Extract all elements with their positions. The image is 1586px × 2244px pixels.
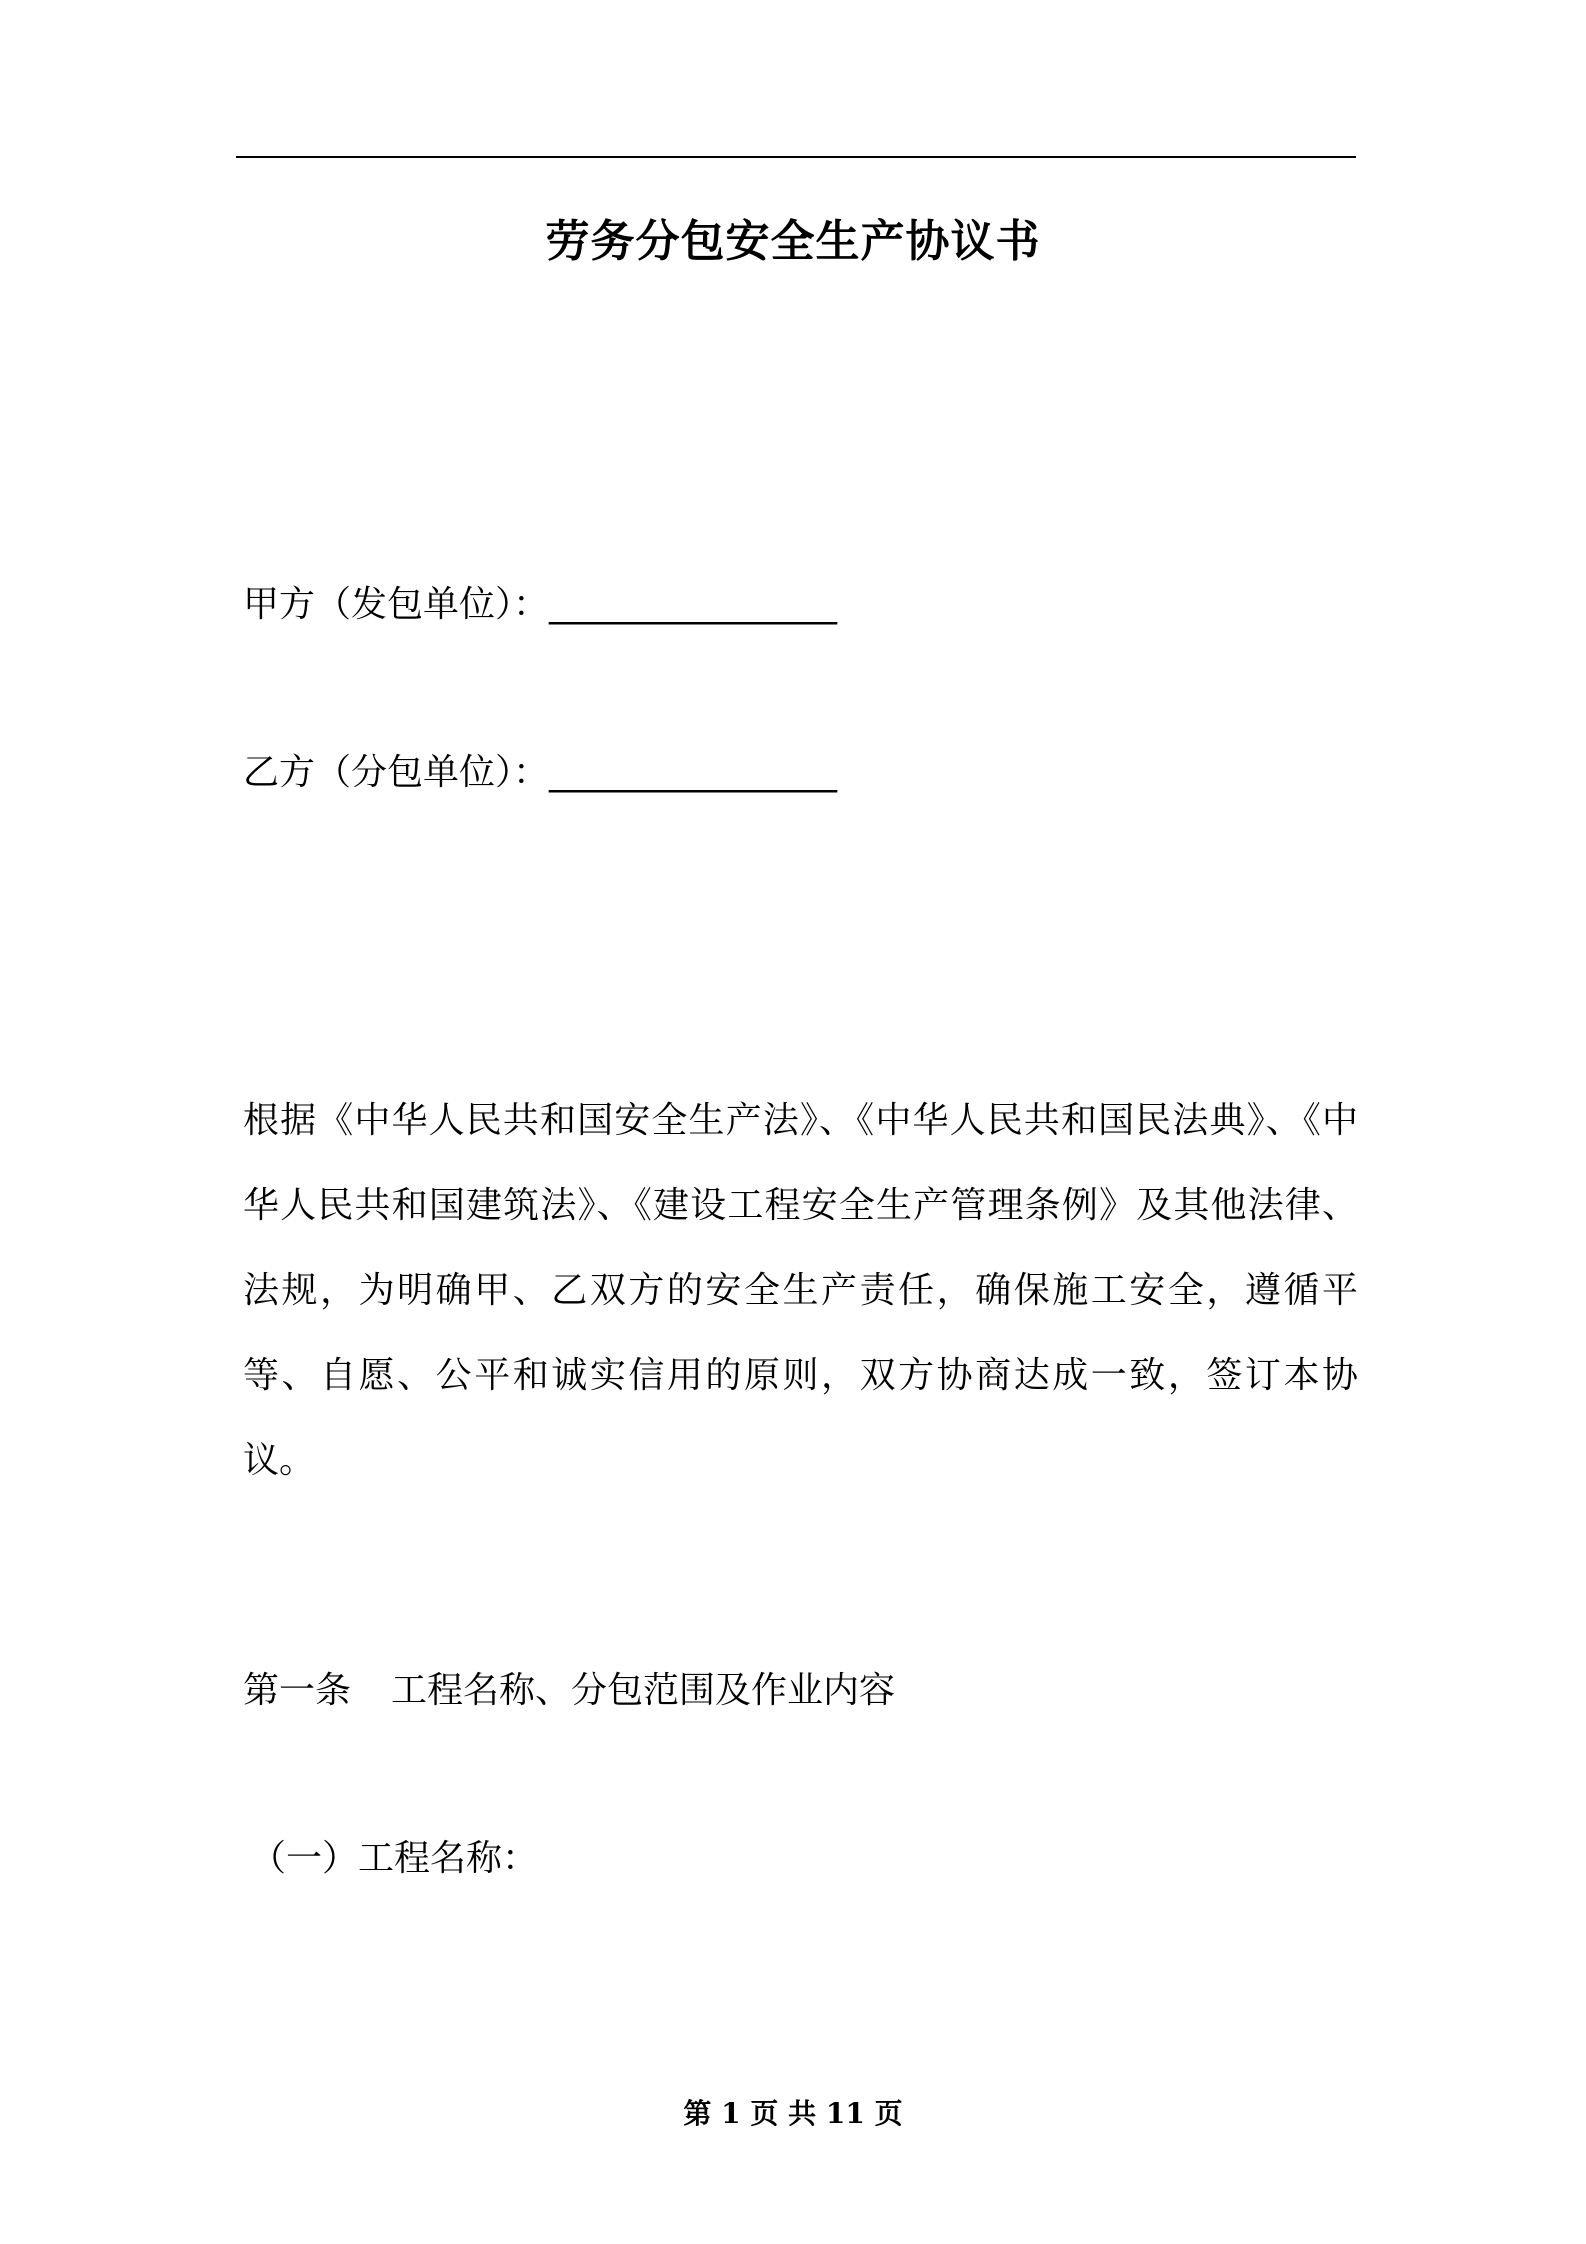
party-b-label: 乙方（分包单位）： (243, 752, 550, 793)
party-b-blank: ________________ (549, 752, 838, 793)
party-b-field (243, 748, 837, 798)
party-a-blank: ________________ (549, 584, 838, 625)
article-1-number: 第一条 (243, 1670, 352, 1711)
page-number: 第 1 页 共 11 页 (683, 2097, 903, 2130)
document-title: 劳务分包安全生产协议书 (545, 216, 1041, 267)
party-a-field (243, 580, 837, 630)
header-rule (236, 156, 1356, 158)
item-1-project-name: （一）工程名称： (250, 1838, 539, 1879)
article-1-heading (243, 1666, 895, 1716)
preamble-paragraph: 根据《中华人民共和国安全生产法》、《中华人民共和国民法典》、《中华人民共和国建筑法》、《建设工程安全生产管理条例》及其他法律、法规，为明确甲、乙双方的安全生产责任，确保施工安全，遵循平等、自愿、公平和诚实信用的原则，双方协商达成一致，签订本协议。 (243, 1100, 1358, 1481)
party-a-label: 甲方（发包单位）： (243, 584, 550, 625)
article-1-title: 工程名称、分包范围及作业内容 (391, 1670, 896, 1711)
